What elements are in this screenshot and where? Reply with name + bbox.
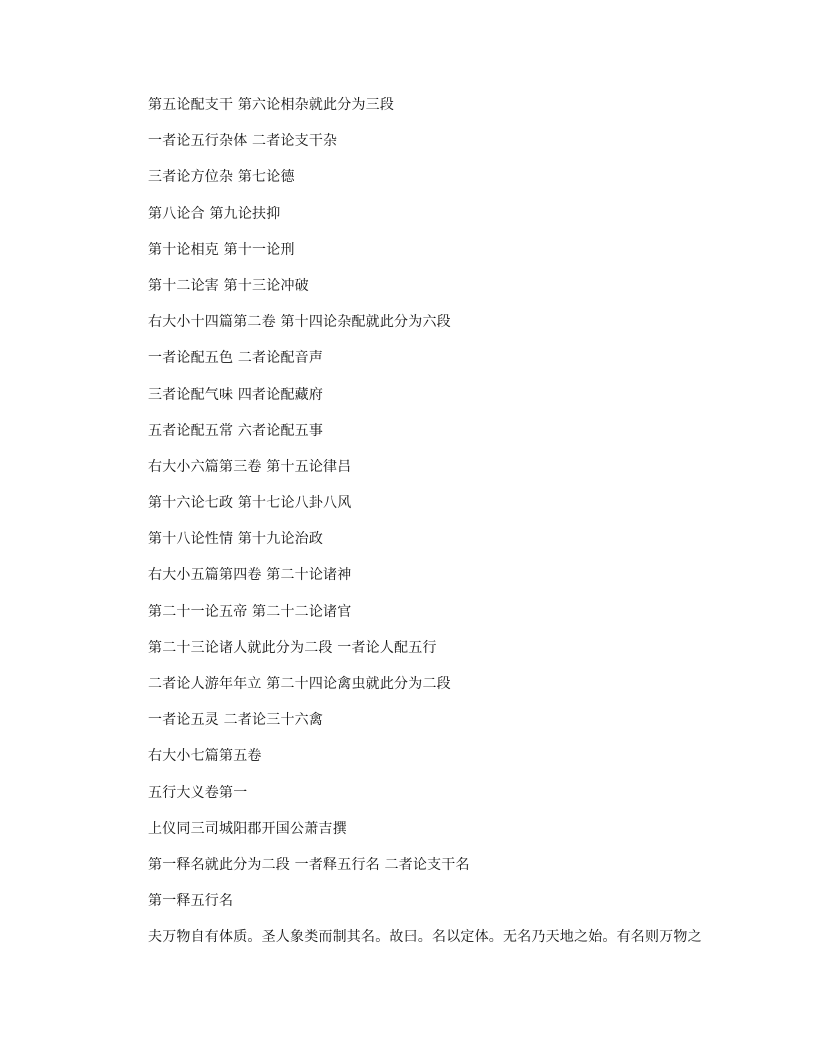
text-body — [148, 95, 708, 964]
text-line: 第十八论性情 第十九论治政 — [148, 531, 324, 548]
text-line: 五行大义卷第一 — [148, 784, 248, 801]
text-line: 右大小十四篇第二卷 第十四论杂配就此分为六段 — [148, 314, 451, 331]
text-line: 上仪同三司城阳郡开国公萧吉撰 — [148, 820, 347, 837]
text-line: 右大小七篇第五卷 — [148, 748, 262, 765]
text-line: 第十论相克 第十一论刑 — [148, 241, 295, 258]
text-line: 二者论人游年年立 第二十四论禽虫就此分为二段 — [148, 676, 451, 692]
text-line: 第一释名就此分为二段 一者释五行名 二者论支干名 — [148, 856, 470, 873]
text-line: 右大小六篇第三卷 第十五论律吕 — [148, 458, 352, 475]
text-line: 第一释五行名 — [148, 893, 234, 910]
text-line: 一者论五灵 二者论三十六禽 — [148, 712, 324, 729]
text-line: 第十六论七政 第十七论八卦八风 — [148, 495, 352, 512]
text-line: 右大小五篇第四卷 第二十论诸神 — [148, 567, 352, 584]
text-line: 一者论五行杂体 二者论支干杂 — [148, 133, 338, 150]
text-line: 五者论配五常 六者论配五事 — [148, 422, 324, 439]
text-line: 三者论配气味 四者论配藏府 — [148, 386, 324, 403]
text-line: 三者论方位杂 第七论德 — [148, 169, 295, 186]
text-line: 夫万物自有体质。圣人象类而制其名。故曰。名以定体。无名乃天地之始。有名则万物之 — [148, 929, 702, 946]
text-line: 第二十三论诸人就此分为二段 一者论人配五行 — [148, 639, 437, 656]
text-line: 第五论配支干 第六论相杂就此分为三段 — [148, 97, 395, 113]
text-line: 第十二论害 第十三论冲破 — [148, 277, 309, 294]
text-line: 第二十一论五帝 第二十二论诸官 — [148, 603, 352, 620]
text-line: 一者论配五色 二者论配音声 — [148, 350, 324, 367]
text-line: 第八论合 第九论扶抑 — [148, 205, 281, 222]
